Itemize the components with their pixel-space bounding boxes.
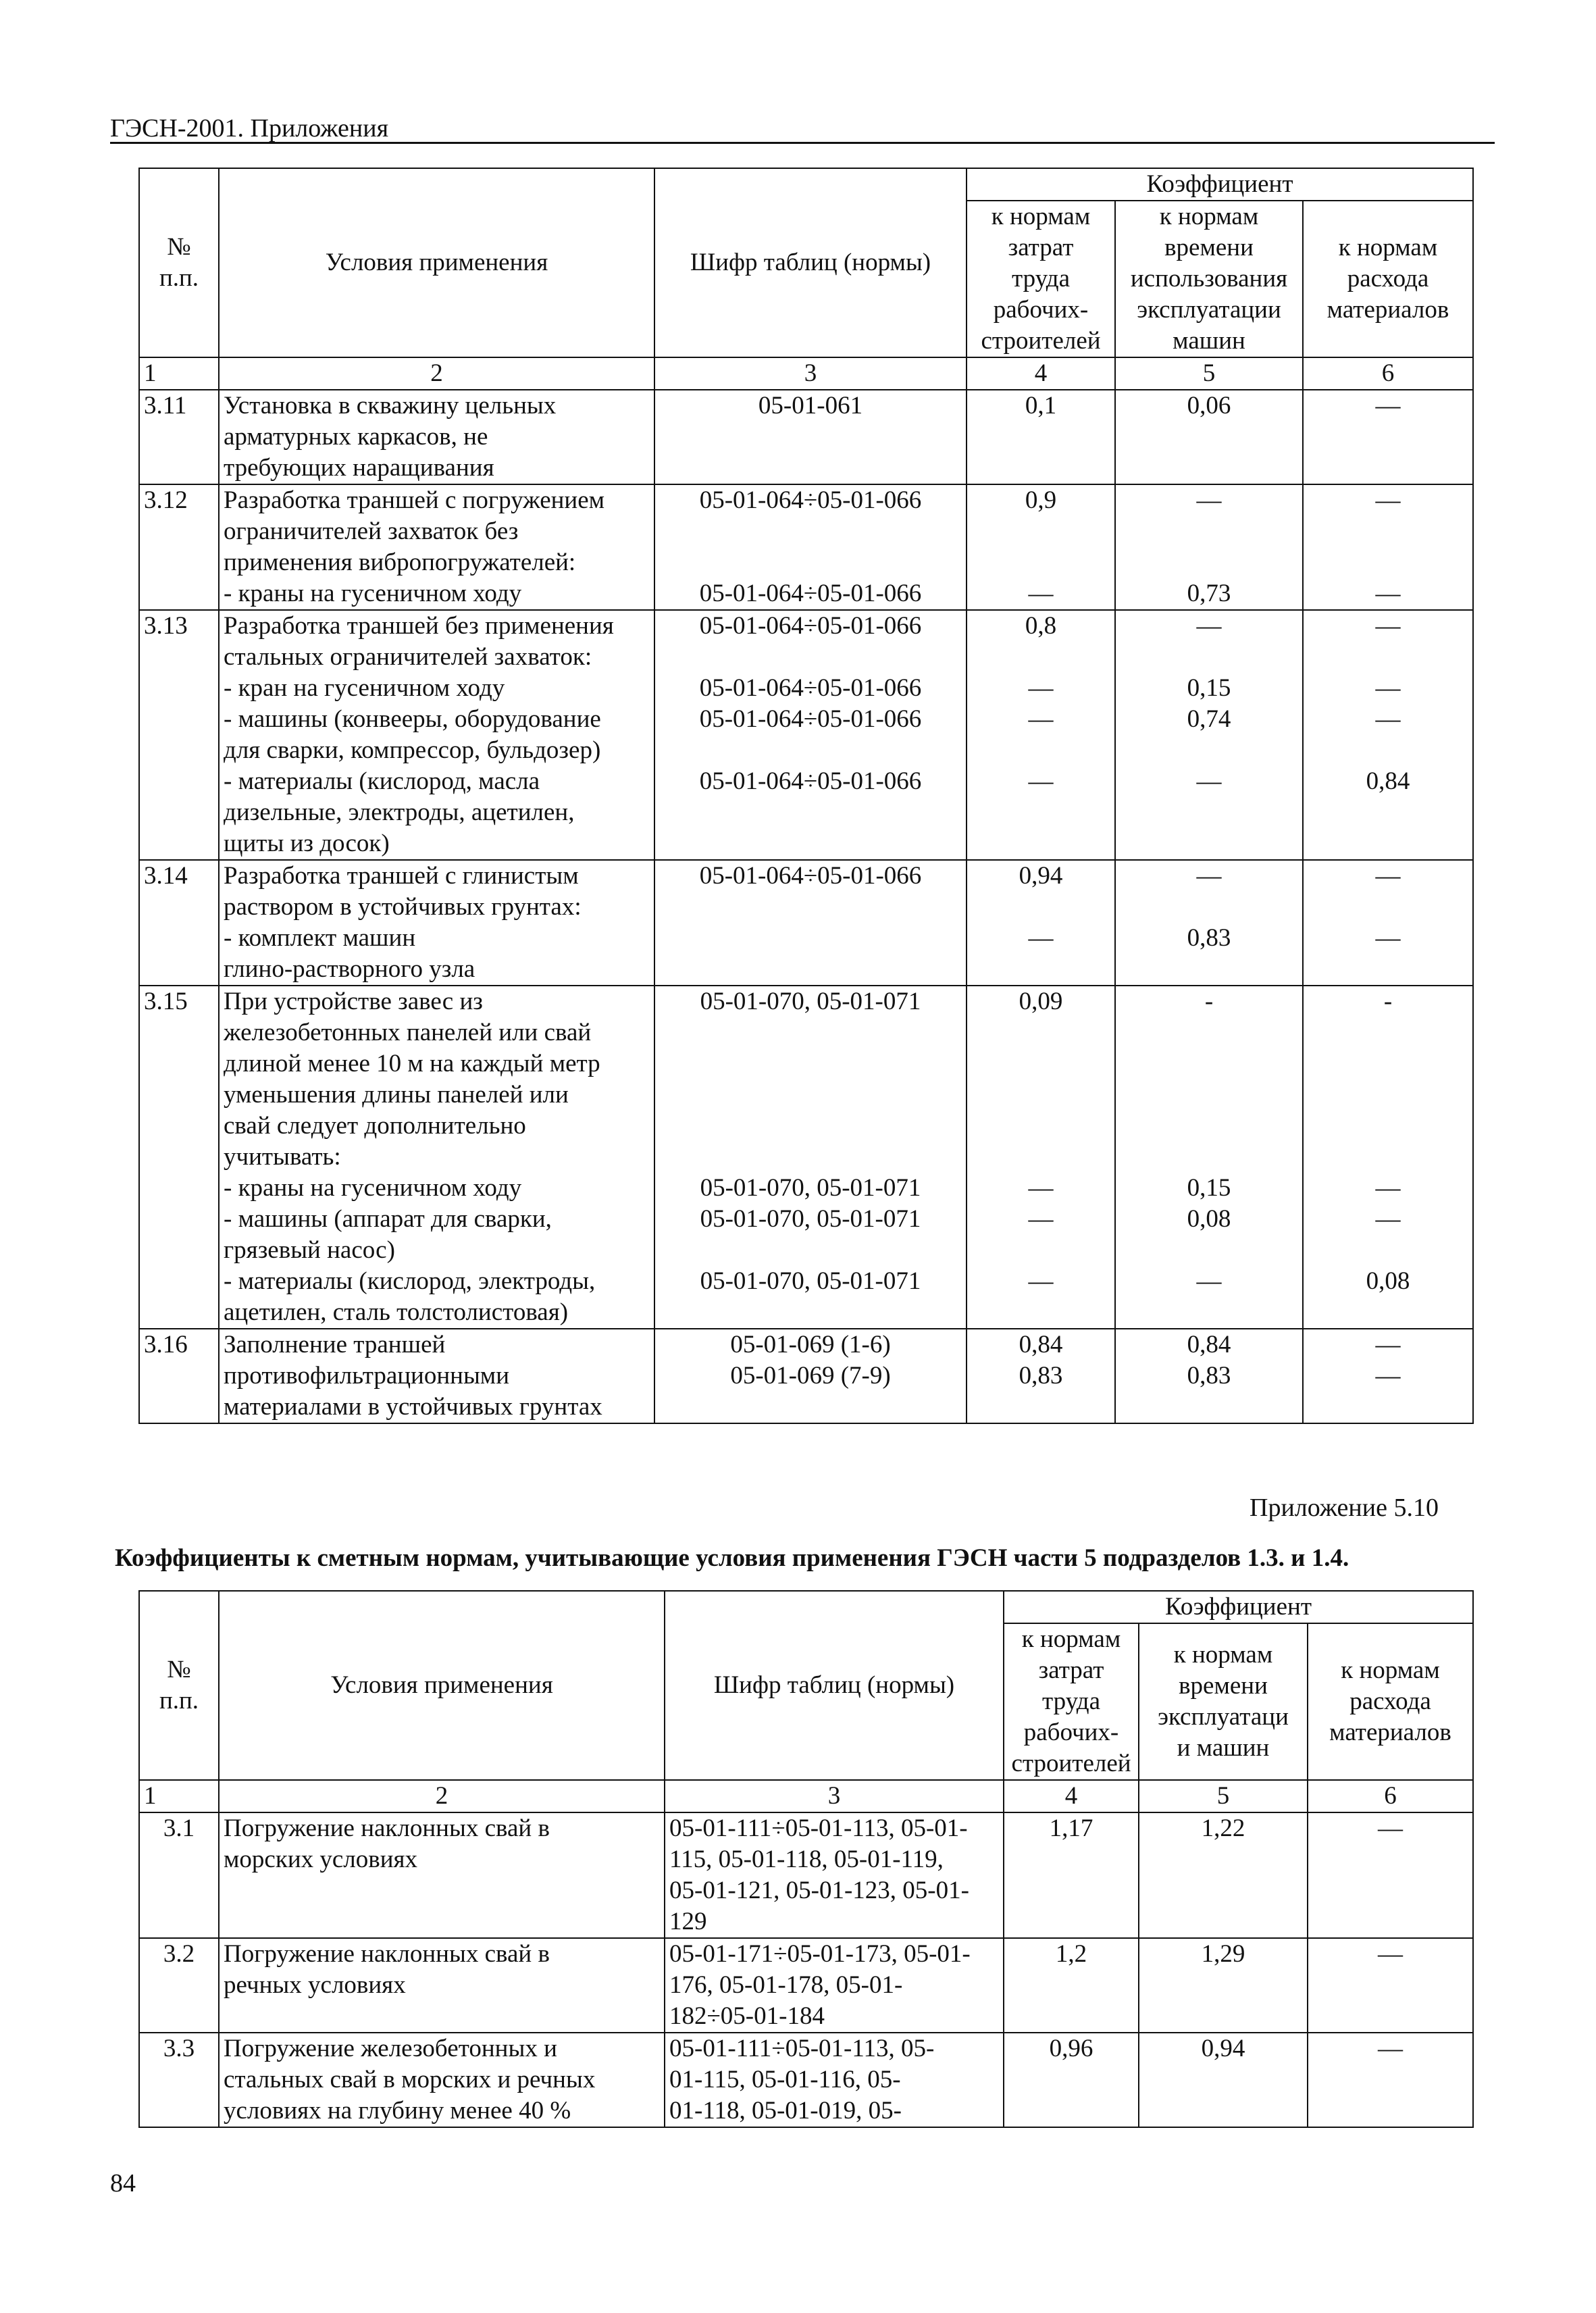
cell-line: 05-01-069 (7-9) [730, 1362, 891, 1390]
conditions-cell [219, 1329, 654, 1423]
cell-line: 0,08 [1187, 1205, 1231, 1233]
cell-line: — [1375, 1331, 1401, 1358]
cell-line: 05-01-121, 05-01-123, 05-01- [669, 1877, 969, 1904]
cell-line [1120, 547, 1298, 578]
cell-line: стальных свай в морских и речных [224, 2066, 596, 2093]
cell-line: 0,84 [1187, 1331, 1231, 1358]
cell-line: При устройстве завес из [224, 988, 483, 1015]
header-labor: к нормам затрат труда рабочих- строителей [1004, 1623, 1139, 1780]
materials-coefficient-cell [1303, 860, 1473, 986]
table-row [139, 390, 1473, 484]
code-cell [654, 860, 967, 986]
materials-coefficient-cell [1303, 1329, 1473, 1423]
cell-line [971, 892, 1110, 923]
header-coefficient: Коэффициент [967, 168, 1473, 201]
cell-line: условиях на глубину менее 40 % [224, 2097, 571, 2125]
cell-line: 05-01-064÷05-01-066 [699, 486, 922, 514]
cell-line [1308, 1111, 1468, 1142]
cell-line [1120, 1017, 1298, 1048]
cell-line [971, 642, 1110, 673]
cell-line: 176, 05-01-178, 05-01- [669, 1971, 903, 1999]
cell-line: - краны на гусеничном ходу [224, 580, 522, 607]
cell-line [971, 1392, 1110, 1423]
cell-line: — [1375, 924, 1401, 952]
cell-line: Разработка траншей без применения [224, 612, 614, 640]
column-number-row [139, 357, 1473, 390]
column-number: 2 [219, 1780, 665, 1812]
cell-line: - материалы (кислород, электроды, [224, 1267, 596, 1295]
column-number: 4 [1004, 1780, 1139, 1812]
cell-line: дизельные, электроды, ацетилен, [224, 798, 575, 826]
column-number: 6 [1303, 357, 1473, 390]
cell-line [1308, 422, 1468, 453]
cell-line [659, 892, 962, 923]
cell-line: — [1028, 924, 1054, 952]
table-row [139, 484, 1473, 610]
cell-line [971, 1017, 1110, 1048]
cell-line: 0,83 [1187, 924, 1231, 952]
cell-line: — [1375, 705, 1401, 733]
column-number: 5 [1115, 357, 1303, 390]
cell-line [1120, 735, 1298, 766]
labor-coefficient-cell [967, 484, 1115, 610]
cell-line [1308, 828, 1468, 859]
cell-line [1308, 642, 1468, 673]
code-cell [654, 1329, 967, 1423]
labor-coefficient-cell: 1,17 [1004, 1812, 1139, 1938]
cell-line: Погружение наклонных свай в [224, 1940, 550, 1968]
table-row [139, 1812, 1473, 1938]
row-number: 3.12 [139, 484, 219, 610]
cell-line: - [1383, 988, 1393, 1015]
cell-line [1308, 547, 1468, 578]
conditions-cell [219, 986, 654, 1329]
cell-line: 05-01-064÷05-01-066 [699, 580, 922, 607]
cell-line: Разработка траншей с глинистым [224, 862, 579, 890]
cell-line [659, 1048, 962, 1079]
cell-line [1120, 642, 1298, 673]
labor-coefficient-cell: 0,96 [1004, 2033, 1139, 2127]
cell-line: — [1028, 767, 1054, 795]
labor-coefficient-cell [967, 860, 1115, 986]
row-number: 3.13 [139, 610, 219, 860]
labor-coefficient-cell [967, 1329, 1115, 1423]
table-row [139, 610, 1473, 860]
cell-line: - [1204, 988, 1214, 1015]
cell-line [1120, 1048, 1298, 1079]
cell-line: — [1196, 612, 1222, 640]
cell-line [971, 1235, 1110, 1266]
cell-line [659, 1297, 962, 1328]
cell-line: 115, 05-01-118, 05-01-119, [669, 1846, 944, 1873]
cell-line: свай следует дополнительно [224, 1112, 526, 1140]
header-code: Шифр таблиц (нормы) [654, 168, 967, 357]
code-cell [654, 484, 967, 610]
cell-line: 05-01-111÷05-01-113, 05- [669, 2035, 935, 2062]
cell-line: — [1028, 1174, 1054, 1202]
cell-line: 05-01-069 (1-6) [730, 1331, 891, 1358]
cell-line: 05-01-061 [758, 392, 863, 420]
coefficients-table-1 [138, 168, 1474, 1424]
cell-line: 05-01-070, 05-01-071 [700, 988, 921, 1015]
cell-line: 0,83 [1187, 1362, 1231, 1390]
page-number: 84 [110, 2169, 136, 2197]
conditions-cell [219, 484, 654, 610]
cell-line [1120, 954, 1298, 985]
cell-line [971, 516, 1110, 547]
cell-line [971, 422, 1110, 453]
cell-line [659, 1392, 962, 1423]
cell-line: грязевый насос) [224, 1236, 395, 1264]
cell-line: 0,8 [1025, 612, 1057, 640]
cell-line: — [1028, 1205, 1054, 1233]
cell-line [971, 1297, 1110, 1328]
cell-line: — [1375, 1362, 1401, 1390]
cell-line: 01-115, 05-01-116, 05- [669, 2066, 901, 2093]
cell-line: - краны на гусеничном ходу [224, 1174, 522, 1202]
materials-coefficient-cell [1303, 986, 1473, 1329]
cell-line: — [1196, 862, 1222, 890]
cell-line: ограничителей захваток без [224, 517, 519, 545]
cell-line: - комплект машин [224, 924, 416, 952]
cell-line [1120, 453, 1298, 484]
labor-coefficient-cell [967, 610, 1115, 860]
cell-line: морских условиях [224, 1846, 418, 1873]
cell-line: - материалы (кислород, масла [224, 767, 540, 795]
cell-line [971, 828, 1110, 859]
code-cell [654, 610, 967, 860]
cell-line: 05-01-064÷05-01-066 [699, 674, 922, 702]
cell-line [659, 422, 962, 453]
row-number: 3.11 [139, 390, 219, 484]
code-cell [665, 2033, 1004, 2127]
table-row [139, 860, 1473, 986]
cell-line: Заполнение траншей [224, 1331, 446, 1358]
machines-coefficient-cell: 1,22 [1139, 1812, 1308, 1938]
cell-line [659, 1111, 962, 1142]
cell-line: Погружение железобетонных и [224, 2035, 557, 2062]
coefficients-table-2 [138, 1590, 1474, 2128]
cell-line: арматурных каркасов, не [224, 423, 488, 451]
column-number: 3 [654, 357, 967, 390]
cell-line: 0,84 [1366, 767, 1410, 795]
cell-line [1308, 1048, 1468, 1079]
cell-line: - машины (аппарат для сварки, [224, 1205, 552, 1233]
conditions-cell [219, 610, 654, 860]
code-cell [654, 986, 967, 1329]
cell-line: требующих наращивания [224, 454, 494, 482]
cell-line [1308, 1392, 1468, 1423]
cell-line: противофильтрационными [224, 1362, 510, 1390]
header-code: Шифр таблиц (нормы) [665, 1591, 1004, 1780]
running-head: ГЭСН-2001. Приложения [110, 114, 389, 143]
cell-line [659, 453, 962, 484]
cell-line [1120, 1235, 1298, 1266]
header-conditions: Условия применения [219, 168, 654, 357]
column-number: 1 [139, 1780, 219, 1812]
cell-line: 129 [669, 1908, 707, 1935]
cell-line: — [1375, 486, 1401, 514]
cell-line [971, 1048, 1110, 1079]
machines-coefficient-cell [1115, 390, 1303, 484]
materials-coefficient-cell [1303, 610, 1473, 860]
appendix-label: Приложение 5.10 [1250, 1494, 1439, 1522]
cell-line: 05-01-064÷05-01-066 [699, 705, 922, 733]
header-machines: к нормам времени использования эксплуатации машин [1115, 201, 1303, 357]
cell-line: для сварки, компрессор, бульдозер) [224, 736, 601, 764]
cell-line: железобетонных панелей или свай [224, 1019, 592, 1046]
cell-line [971, 954, 1110, 985]
cell-line: 0,15 [1187, 674, 1231, 702]
cell-line [1308, 1235, 1468, 1266]
cell-line [659, 797, 962, 828]
conditions-cell [219, 860, 654, 986]
conditions-cell [219, 1812, 665, 1938]
column-number: 6 [1308, 1780, 1473, 1812]
cell-line: 0,9 [1025, 486, 1057, 514]
header-labor: к нормам затрат труда рабочих- строителей [967, 201, 1115, 357]
cell-line: — [1375, 392, 1401, 420]
cell-line: - машины (конвееры, оборудование [224, 705, 601, 733]
cell-line [659, 735, 962, 766]
column-number-row [139, 1780, 1473, 1812]
cell-line [659, 547, 962, 578]
cell-line [1120, 516, 1298, 547]
cell-line [659, 923, 962, 954]
cell-line: 05-01-064÷05-01-066 [699, 862, 922, 890]
cell-line [659, 1017, 962, 1048]
materials-coefficient-cell [1303, 390, 1473, 484]
row-number: 3.15 [139, 986, 219, 1329]
cell-line: 0,73 [1187, 580, 1231, 607]
cell-line [971, 547, 1110, 578]
cell-line [1308, 735, 1468, 766]
machines-coefficient-cell: 0,94 [1139, 2033, 1308, 2127]
cell-line: применения вибропогружателей: [224, 549, 576, 576]
cell-line: 05-01-064÷05-01-066 [699, 612, 922, 640]
cell-line [1120, 1297, 1298, 1328]
cell-line: раствором в устойчивых грунтах: [224, 893, 582, 921]
cell-line: стальных ограничителей захваток: [224, 643, 592, 671]
code-cell [654, 390, 967, 484]
column-number: 5 [1139, 1780, 1308, 1812]
cell-line [1308, 1017, 1468, 1048]
row-number: 3.14 [139, 860, 219, 986]
header-coefficient: Коэффициент [1004, 1591, 1473, 1623]
cell-line [1308, 797, 1468, 828]
cell-line: 0,06 [1187, 392, 1231, 420]
materials-coefficient-cell: — [1308, 1938, 1473, 2033]
cell-line [1308, 1142, 1468, 1173]
table-row [139, 986, 1473, 1329]
cell-line: — [1375, 1174, 1401, 1202]
materials-coefficient-cell: — [1308, 1812, 1473, 1938]
cell-line [971, 735, 1110, 766]
row-number: 3.3 [139, 2033, 219, 2127]
cell-line: 05-01-171÷05-01-173, 05-01- [669, 1940, 971, 1968]
cell-line [971, 1111, 1110, 1142]
cell-line [659, 954, 962, 985]
cell-line: длиной менее 10 м на каждый метр [224, 1050, 600, 1077]
cell-line [1308, 453, 1468, 484]
header-materials: к нормам расхода материалов [1308, 1623, 1473, 1780]
cell-line [971, 453, 1110, 484]
materials-coefficient-cell: — [1308, 2033, 1473, 2127]
header-machines: к нормам времени эксплуатаци и машин [1139, 1623, 1308, 1780]
cell-line [659, 642, 962, 673]
cell-line: Разработка траншей с погружением [224, 486, 605, 514]
cell-line [1120, 1111, 1298, 1142]
header-materials: к нормам расхода материалов [1303, 201, 1473, 357]
cell-line [1308, 1297, 1468, 1328]
cell-line: 01-118, 05-01-019, 05- [669, 2097, 902, 2125]
cell-line [1120, 828, 1298, 859]
labor-coefficient-cell [967, 986, 1115, 1329]
cell-line: Установка в скважину цельных [224, 392, 557, 420]
cell-line [1120, 1079, 1298, 1111]
row-number: 3.2 [139, 1938, 219, 2033]
row-number: 3.16 [139, 1329, 219, 1423]
machines-coefficient-cell [1115, 610, 1303, 860]
cell-line: 05-01-070, 05-01-071 [700, 1174, 921, 1202]
cell-line: 0,09 [1019, 988, 1063, 1015]
cell-line: 05-01-111÷05-01-113, 05-01- [669, 1814, 968, 1842]
row-number: 3.1 [139, 1812, 219, 1938]
cell-line: 0,83 [1019, 1362, 1063, 1390]
cell-line: — [1196, 767, 1222, 795]
cell-line: речных условиях [224, 1971, 406, 1999]
conditions-cell [219, 390, 654, 484]
code-cell [665, 1938, 1004, 2033]
materials-coefficient-cell [1303, 484, 1473, 610]
cell-line [971, 797, 1110, 828]
conditions-cell [219, 1938, 665, 2033]
table-row [139, 2033, 1473, 2127]
header-rule [110, 142, 1495, 144]
table-row [139, 1938, 1473, 2033]
cell-line [1308, 516, 1468, 547]
cell-line: материалами в устойчивых грунтах [224, 1393, 602, 1421]
cell-line: 05-01-064÷05-01-066 [699, 767, 922, 795]
header-conditions: Условия применения [219, 1591, 665, 1780]
cell-line: Погружение наклонных свай в [224, 1814, 550, 1842]
cell-line [1120, 1142, 1298, 1173]
cell-line: 0,1 [1025, 392, 1057, 420]
cell-line [971, 1079, 1110, 1111]
machines-coefficient-cell: 1,29 [1139, 1938, 1308, 2033]
cell-line [971, 1142, 1110, 1173]
labor-coefficient-cell: 1,2 [1004, 1938, 1139, 2033]
column-number: 1 [139, 357, 219, 390]
cell-line: 0,74 [1187, 705, 1231, 733]
conditions-cell [219, 2033, 665, 2127]
cell-line: щиты из досок) [224, 830, 390, 857]
cell-line: глино-растворного узла [224, 955, 475, 983]
cell-line: — [1375, 674, 1401, 702]
machines-coefficient-cell [1115, 484, 1303, 610]
header-num: № п.п. [139, 1591, 219, 1780]
machines-coefficient-cell [1115, 860, 1303, 986]
cell-line: уменьшения длины панелей или [224, 1081, 569, 1109]
cell-line: ацетилен, сталь толстолистовая) [224, 1298, 569, 1326]
cell-line: — [1028, 674, 1054, 702]
cell-line [1120, 422, 1298, 453]
code-cell [665, 1812, 1004, 1938]
cell-line: — [1375, 862, 1401, 890]
cell-line: — [1375, 612, 1401, 640]
machines-coefficient-cell [1115, 1329, 1303, 1423]
cell-line: - кран на гусеничном ходу [224, 674, 505, 702]
header-num: № п.п. [139, 168, 219, 357]
cell-line: — [1375, 580, 1401, 607]
cell-line: учитывать: [224, 1143, 341, 1171]
table-row [139, 1329, 1473, 1423]
cell-line: 0,08 [1366, 1267, 1410, 1295]
cell-line: 0,84 [1019, 1331, 1063, 1358]
cell-line: — [1028, 580, 1054, 607]
cell-line [1120, 892, 1298, 923]
cell-line: — [1375, 1205, 1401, 1233]
labor-coefficient-cell [967, 390, 1115, 484]
column-number: 3 [665, 1780, 1004, 1812]
cell-line [1120, 797, 1298, 828]
cell-line [659, 516, 962, 547]
cell-line: 0,94 [1019, 862, 1063, 890]
cell-line [1308, 954, 1468, 985]
cell-line: 0,15 [1187, 1174, 1231, 1202]
cell-line: 05-01-070, 05-01-071 [700, 1267, 921, 1295]
column-number: 2 [219, 357, 654, 390]
machines-coefficient-cell [1115, 986, 1303, 1329]
cell-line: — [1196, 486, 1222, 514]
cell-line [1308, 892, 1468, 923]
cell-line: — [1028, 705, 1054, 733]
table-2-title: Коэффициенты к сметным нормам, учитывающие условия применения ГЭСН части 5 подразделов 1.3. и 1.4. [115, 1544, 1349, 1572]
cell-line: — [1196, 1267, 1222, 1295]
column-number: 4 [967, 357, 1115, 390]
cell-line [1308, 1079, 1468, 1111]
cell-line [659, 1142, 962, 1173]
cell-line: — [1028, 1267, 1054, 1295]
cell-line [659, 1235, 962, 1266]
cell-line: 05-01-070, 05-01-071 [700, 1205, 921, 1233]
cell-line: 182÷05-01-184 [669, 2002, 825, 2030]
cell-line [659, 828, 962, 859]
cell-line [659, 1079, 962, 1111]
cell-line [1120, 1392, 1298, 1423]
